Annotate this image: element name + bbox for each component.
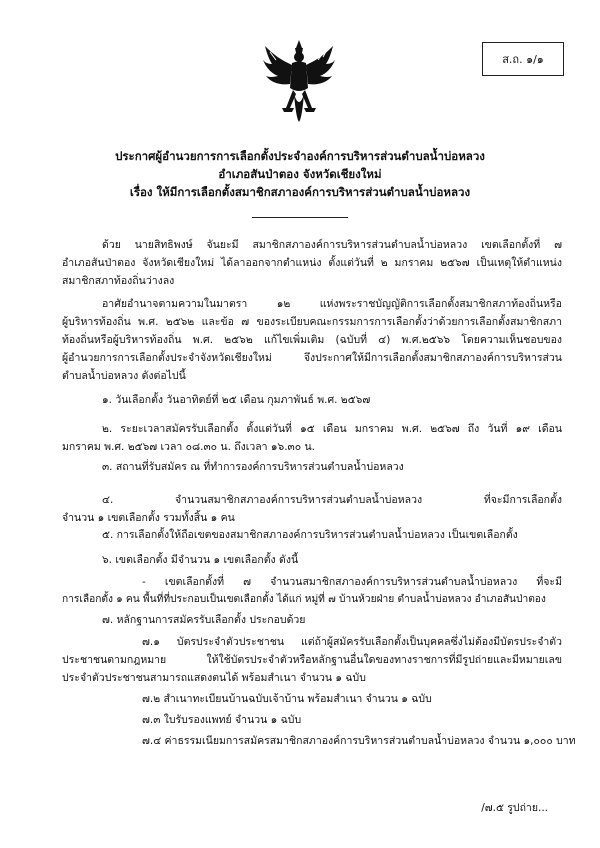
item-6-detail (62, 573, 562, 609)
paragraph-2-line: ผู้บริหารท้องถิ่น พ.ศ. ๒๕๖๒ และข้อ ๗ ของระเบียบคณะกรรมการการเลือกตั้งว่าด้วยการเลือกตั้งสมาชิกสภา (62, 316, 562, 328)
item-5-text: ๕. การเลือกตั้งให้ถือเขตของสมาชิกสภาองค์การบริหารส่วนตำบลน้ำบ่อหลวง เป็นเขตเลือกตั้ง (102, 529, 518, 541)
item-6-detail-line: - เขตเลือกตั้งที่ ๗ จำนวนสมาชิกสภาองค์การบริหารส่วนตำบลน้ำบ่อหลวง ที่จะมี (142, 576, 562, 588)
title-divider (252, 217, 348, 218)
paragraph-2-line: ผู้อำนวยการการเลือกตั้งประจำจังหวัดเชียงใหม่ จึงประกาศให้มีการเลือกตั้งสมาชิกสภาองค์การบริหารส่วน (62, 352, 562, 364)
paragraph-1-line: อำเภอสันป่าตอง จังหวัดเชียงใหม่ ได้ลาออกจากตำแหน่ง ตั้งแต่วันที่ ๒ มกราคม ๒๕๖๗ เป็นเหตุให้ตำแหน่ง (62, 257, 562, 269)
item-7-1 (62, 633, 562, 687)
item-7-1-line: ๗.๑ บัตรประจำตัวประชาชน แต่ถ้าผู้สมัครรับเลือกตั้งเป็นบุคคลซึ่งไม่ต้องมีบัตรประจำตัว (142, 636, 562, 648)
paragraph-1-line: ด้วย นายสิทธิพงษ์ จันยะมี สมาชิกสภาองค์การบริหารส่วนตำบลน้ำบ่อหลวง เขตเลือกตั้งที่ ๗ (102, 239, 562, 251)
item-7-3-text: ๗.๓ ใบรับรองแพทย์ จำนวน ๑ ฉบับ (142, 714, 302, 726)
next-page-indicator: /๗.๕ รูปถ่าย... (481, 802, 548, 814)
form-code: ส.ถ. ๑/๑ (502, 53, 544, 66)
item-7-1-line: ประชาชนตามกฎหมาย ให้ใช้บัตรประจำตัวหรือหลักฐานอื่นใดของทางราชการที่มีรูปถ่ายและมีหมายเลข (62, 654, 562, 666)
item-7-1-line: ประจำตัวประชาชนสามารถแสดงตนได้ พร้อมสำเนา จำนวน ๑ ฉบับ (62, 672, 366, 684)
paragraph-1-line: สมาชิกสภาท้องถิ่นว่างลง (62, 275, 175, 287)
item-6-text: ๖. เขตเลือกตั้ง มีจำนวน ๑ เขตเลือกตั้ง ดังนี้ (102, 554, 299, 566)
garuda-emblem-icon (262, 38, 336, 124)
item-7-4-text: ๗.๔ ค่าธรรมเนียมการสมัครสมาชิกสภาองค์การบริหารส่วนตำบลน้ำบ่อหลวง จำนวน ๑,๐๐๐ บาท (142, 735, 576, 747)
form-code-box (482, 42, 564, 76)
announcement-title (60, 147, 540, 201)
item-7-text: ๗. หลักฐานการสมัครรับเลือกตั้ง ประกอบด้วย (102, 614, 306, 626)
item-6-detail-line: การเลือกตั้ง ๑ คน พื้นที่ที่ประกอบเป็นเขตเลือกตั้ง ได้แก่ หมู่ที่ ๗ บ้านห้วยฝ่าย ตำบลน้ำบ่อหลวง อำเภอสันป่าตอง (62, 594, 546, 605)
item-7-3 (62, 711, 562, 729)
item-6 (62, 551, 562, 569)
item-7-2-text: ๗.๒ สำเนาทะเบียนบ้านฉบับเจ้าบ้าน พร้อมสำเนา จำนวน ๑ ฉบับ (142, 693, 432, 705)
item-7-2 (62, 690, 562, 708)
item-4 (62, 491, 562, 527)
title-line-1: ประกาศผู้อำนวยการการเลือกตั้งประจำองค์การบริหารส่วนตำบลน้ำบ่อหลวง (115, 149, 485, 163)
item-1 (62, 391, 562, 409)
paragraph-2-line: อาศัยอำนาจตามความในมาตรา ๑๒ แห่งพระราชบัญญัติการเลือกตั้งสมาชิกสภาท้องถิ่นหรือ (102, 298, 562, 310)
item-2-line: มกราคม พ.ศ. ๒๕๖๗ เวลา ๐๘.๓๐ น. ถึงเวลา ๑๖.๓๐ น. (62, 441, 315, 453)
item-5 (62, 526, 562, 544)
item-3 (62, 458, 562, 476)
paragraph-2-line: ตำบลน้ำบ่อหลวง ดังต่อไปนี้ (62, 370, 186, 382)
paragraph-2-line: ท้องถิ่นหรือผู้บริหารท้องถิ่น พ.ศ. ๒๕๖๒ แก้ไขเพิ่มเติม (ฉบับที่ ๔) พ.ศ.๒๕๖๖ โดยความเห็นชอบของ (62, 334, 562, 346)
item-2-line: ๒. ระยะเวลาสมัครรับเลือกตั้ง ตั้งแต่วันที่ ๑๕ เดือน มกราคม พ.ศ. ๒๕๖๗ ถึง วันที่ ๑๙ เดือน (102, 423, 562, 435)
item-3-text: ๓. สถานที่รับสมัคร ณ ที่ทำการองค์การบริหารส่วนตำบลน้ำบ่อหลวง (102, 461, 404, 473)
item-7-4 (62, 732, 576, 750)
title-line-3: เรื่อง ให้มีการเลือกตั้งสมาชิกสภาองค์การบริหารส่วนตำบลน้ำบ่อหลวง (129, 185, 471, 199)
item-4-line: ๔. จำนวนสมาชิกสภาองค์การบริหารส่วนตำบลน้ำบ่อหลวง ที่จะมีการเลือกตั้ง (102, 494, 562, 506)
item-1-text: ๑. วันเลือกตั้ง วันอาทิตย์ที่ ๒๕ เดือน กุมภาพันธ์ พ.ศ. ๒๕๖๗ (102, 394, 371, 406)
paragraph-2 (62, 295, 562, 385)
item-7 (62, 611, 562, 629)
item-2 (62, 420, 562, 456)
title-line-2: อำเภอสันป่าตอง จังหวัดเชียงใหม่ (218, 167, 382, 181)
item-4-line: จำนวน ๑ เขตเลือกตั้ง รวมทั้งสิ้น ๑ คน (62, 512, 235, 524)
paragraph-1 (62, 236, 562, 290)
